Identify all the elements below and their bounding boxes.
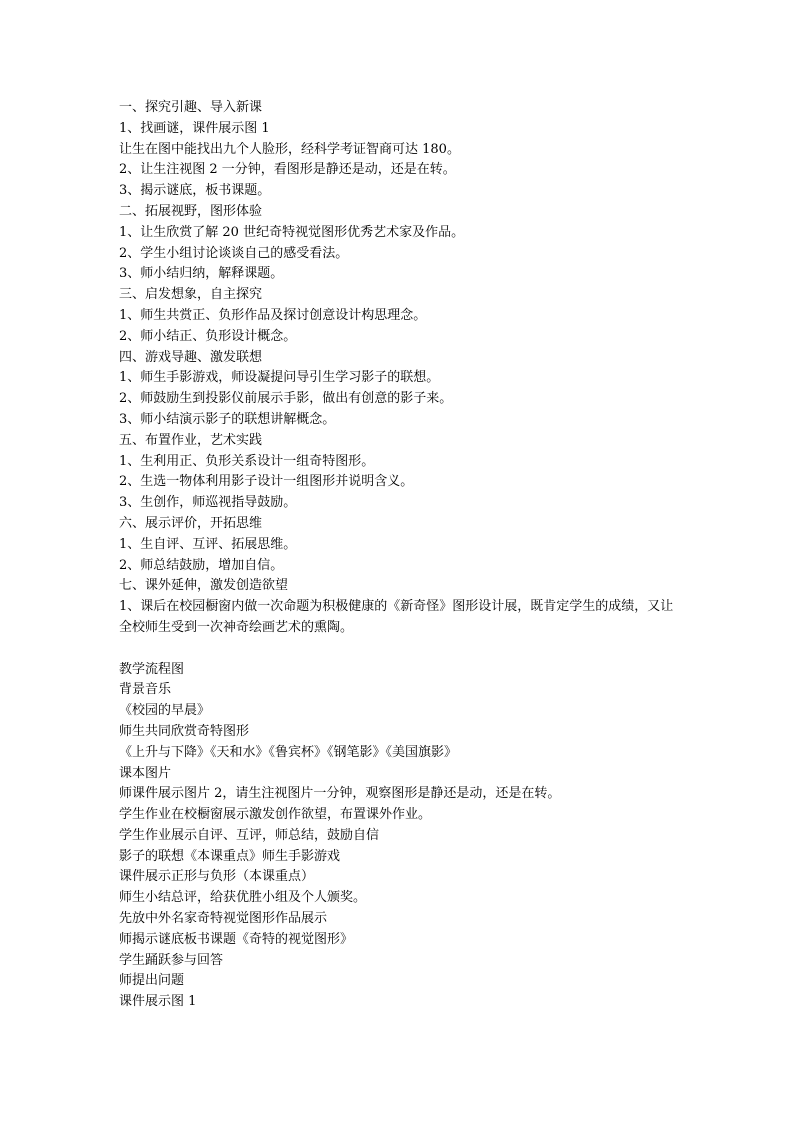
plan-step: 2、师鼓励生到投影仪前展示手影，做出有创意的影子来。 <box>119 391 453 407</box>
plan-step: 2、师总结鼓励，增加自信。 <box>119 557 284 573</box>
plan-step: 让生在图中能找出九个人脸形，经科学考证智商可达 180。 <box>119 141 460 157</box>
plan-step: 2、师小结正、负形设计概念。 <box>119 328 297 344</box>
flowchart-item: 《上升与下降》《天和水》《鲁宾杯》《钢笔影》《美国旗影》 <box>119 744 458 760</box>
plan-step: 1、师生手影游戏，师设凝提问导引生学习影子的联想。 <box>119 370 440 386</box>
flowchart-item: 师生小结总评，给获优胜小组及个人颁奖。 <box>119 890 367 906</box>
paragraph-spacer <box>119 639 679 660</box>
plan-step: 2、生选一物体利用影子设计一组图形并说明含义。 <box>119 474 414 490</box>
plan-step: 1、师生共赏正、负形作品及探讨创意设计构思理念。 <box>119 307 427 323</box>
flowchart-item: 先放中外名家奇特视觉图形作品展示 <box>119 911 328 927</box>
section-heading: 七、课外延伸，激发创造欲望 <box>119 578 289 594</box>
plan-step: 2、学生小组讨论谈谈自己的感受看法。 <box>119 245 349 261</box>
teaching-flowchart-section <box>119 660 679 1014</box>
plan-step: 3、师小结归纳，解释课题。 <box>119 266 284 282</box>
plan-step: 3、师小结演示影子的联想讲解概念。 <box>119 411 336 427</box>
section-heading: 四、游戏导趣、激发联想 <box>119 349 263 365</box>
flowchart-item: 师提出问题 <box>119 973 185 989</box>
plan-step: 1、生自评、互评、拓展思维。 <box>119 536 297 552</box>
section-heading: 三、启发想象，自主探究 <box>119 287 263 303</box>
plan-step: 1、找画谜，课件展示图 1 <box>119 120 270 136</box>
document-page <box>119 98 679 1013</box>
plan-step: 2、让生注视图 2 一分钟，看图形是静还是动，还是在转。 <box>119 162 456 178</box>
flowchart-item: 师揭示谜底板书课题《奇特的视觉图形》 <box>119 931 354 947</box>
flowchart-item: 师生共同欣赏奇特图形 <box>119 723 250 739</box>
section-heading: 一、探究引趣、导入新课 <box>119 100 263 115</box>
extension-paragraph: 1、课后在校园橱窗内做一次命题为积极健康的《新奇怪》图形设计展，既肯定学生的成绩，又让全校师生受到一次神奇绘画艺术的熏陶。 <box>119 599 674 635</box>
plan-step: 3、生创作，师巡视指导鼓励。 <box>119 495 297 511</box>
section-heading: 五、布置作业，艺术实践 <box>119 432 263 448</box>
flowchart-item: 师课件展示图片 2，请生注视图片一分钟，观察图形是静还是动，还是在转。 <box>119 786 561 802</box>
flowchart-item: 学生作业展示自评、互评，师总结，鼓励自信 <box>119 827 380 843</box>
teaching-plan-section <box>119 98 679 639</box>
flowchart-item: 影子的联想《本课重点》师生手影游戏 <box>119 848 341 864</box>
flowchart-item: 课件展示正形与负形（本课重点） <box>119 869 315 885</box>
flowchart-item: 学生踊跃参与回答 <box>119 952 224 968</box>
section-heading: 二、拓展视野，图形体验 <box>119 203 263 219</box>
section-heading: 六、展示评价，开拓思维 <box>119 515 263 531</box>
flowchart-item: 《校园的早晨》 <box>119 703 211 719</box>
flowchart-item: 课本图片 <box>119 765 172 781</box>
flowchart-item: 课件展示图 1 <box>119 994 197 1010</box>
plan-step: 3、揭示谜底，板书课题。 <box>119 183 271 199</box>
plan-step: 1、生利用正、负形关系设计一组奇特图形。 <box>119 453 375 469</box>
flowchart-title: 教学流程图 <box>119 661 185 677</box>
flowchart-item: 学生作业在校橱窗展示激发创作欲望，布置课外作业。 <box>119 807 432 823</box>
plan-step: 1、让生欣赏了解 20 世纪奇特视觉图形优秀艺术家及作品。 <box>119 224 465 240</box>
flowchart-item: 背景音乐 <box>119 682 172 698</box>
